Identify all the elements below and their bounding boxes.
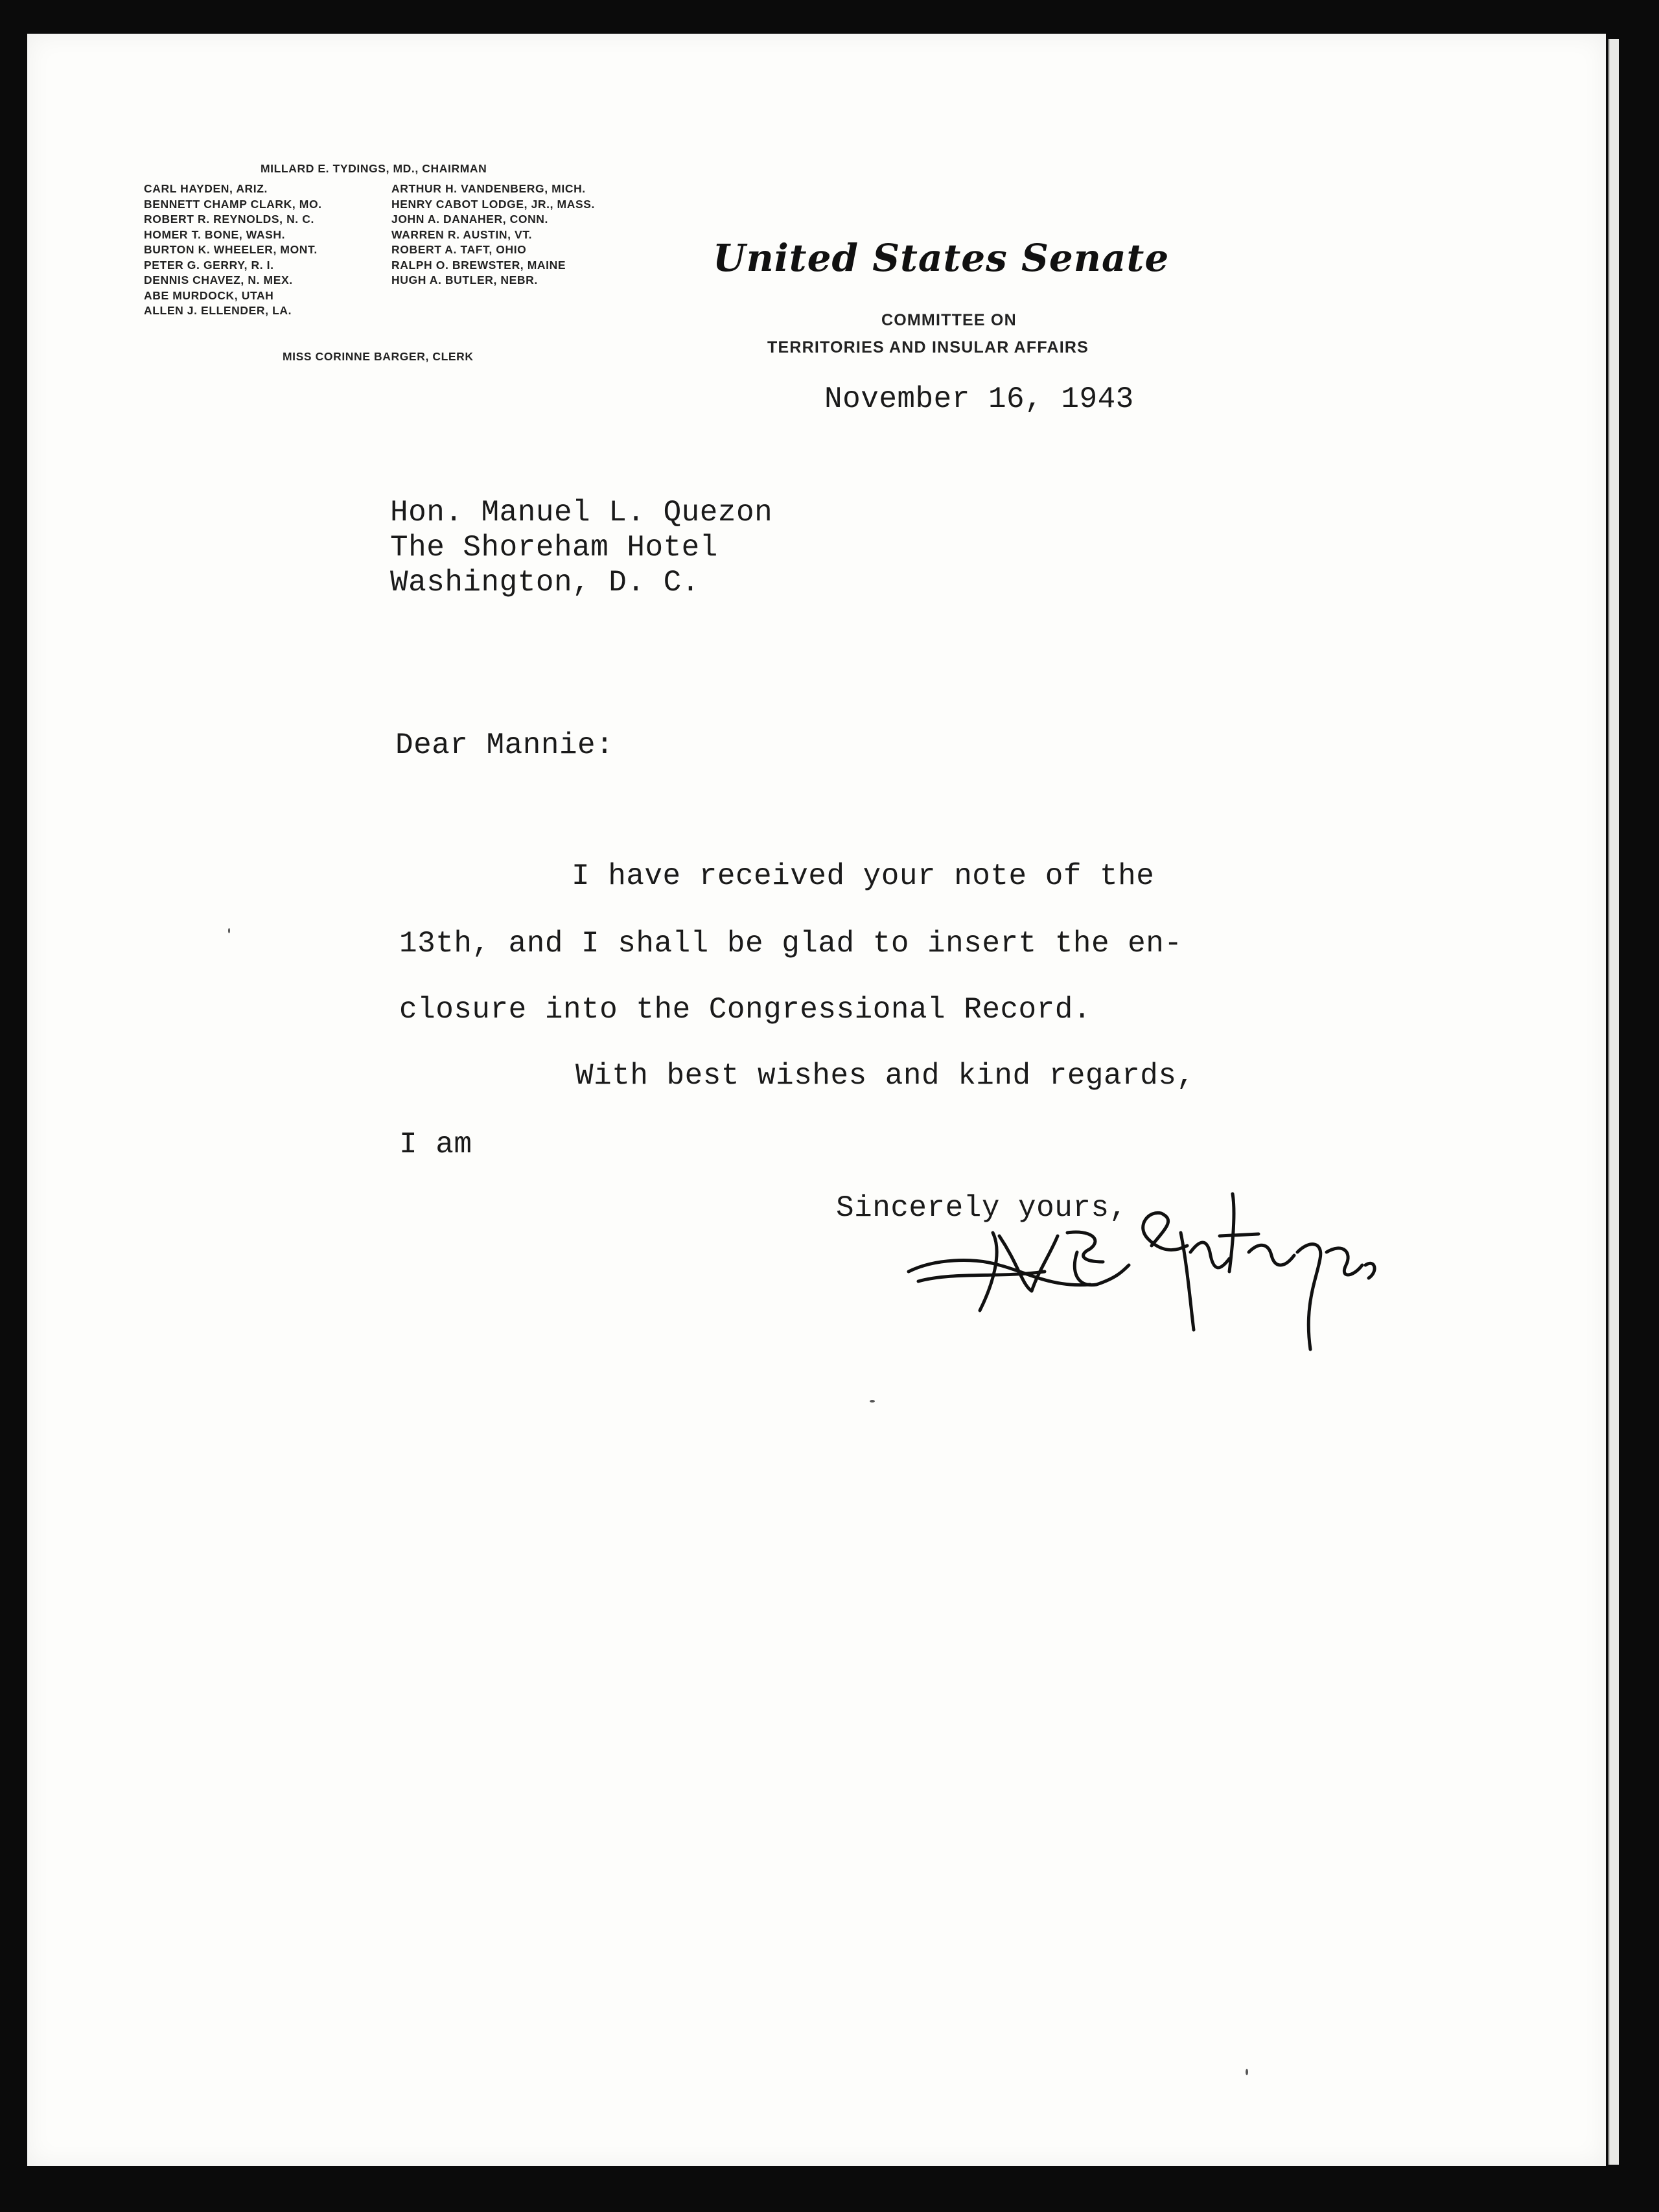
member-name: BENNETT CHAMP CLARK, MO.: [144, 197, 322, 211]
members-right-column: [391, 181, 595, 288]
member-name: PETER G. GERRY, R. I.: [144, 258, 274, 272]
chairman-line: MILLARD E. TYDINGS, MD., CHAIRMAN: [261, 162, 487, 175]
salutation: Dear Mannie:: [395, 728, 614, 762]
members-left-column: [144, 181, 322, 319]
member-name: HUGH A. BUTLER, NEBR.: [391, 274, 538, 286]
member-name: DENNIS CHAVEZ, N. MEX.: [144, 274, 293, 286]
member-name: ROBERT R. REYNOLDS, N. C.: [144, 213, 314, 226]
scan-speck: [870, 1400, 875, 1403]
member-name: HENRY CABOT LODGE, JR., MASS.: [391, 197, 595, 211]
member-name: ARTHUR H. VANDENBERG, MICH.: [391, 182, 586, 195]
body-line: closure into the Congressional Record.: [399, 993, 1091, 1027]
member-name: CARL HAYDEN, ARIZ.: [144, 182, 268, 195]
member-name: ROBERT A. TAFT, OHIO: [391, 243, 527, 256]
body-line: 13th, and I shall be glad to insert the en-: [399, 927, 1183, 960]
member-name: ALLEN J. ELLENDER, LA.: [144, 304, 292, 317]
letter-page: [27, 34, 1606, 2166]
scan-speck: [1246, 2069, 1248, 2075]
committee-on-label: COMMITTEE ON: [881, 311, 1017, 329]
letter-date: November 16, 1943: [824, 382, 1134, 416]
member-name: ABE MURDOCK, UTAH: [144, 288, 274, 302]
address-line: Washington, D. C.: [390, 566, 700, 600]
member-name: RALPH O. BREWSTER, MAINE: [391, 258, 566, 272]
member-name: JOHN A. DANAHER, CONN.: [391, 213, 549, 226]
body-line: With best wishes and kind regards,: [575, 1059, 1195, 1093]
body-line: I have received your note of the: [572, 859, 1155, 893]
scan-speck: [228, 928, 230, 933]
handwritten-signature: [896, 1174, 1453, 1369]
member-name: HOMER T. BONE, WASH.: [144, 227, 286, 241]
member-name: WARREN R. AUSTIN, VT.: [391, 227, 533, 241]
senate-letterhead-title: United States Senate: [713, 236, 1170, 280]
address-line: The Shoreham Hotel: [390, 531, 718, 565]
paper-edge: [1608, 39, 1619, 2165]
committee-name: TERRITORIES AND INSULAR AFFAIRS: [767, 338, 1089, 356]
closing: Sincerely yours,: [836, 1191, 1128, 1225]
clerk-line: MISS CORINNE BARGER, CLERK: [283, 350, 474, 363]
body-line: I am: [399, 1128, 472, 1161]
member-name: BURTON K. WHEELER, MONT.: [144, 243, 318, 256]
address-line: Hon. Manuel L. Quezon: [390, 496, 773, 530]
